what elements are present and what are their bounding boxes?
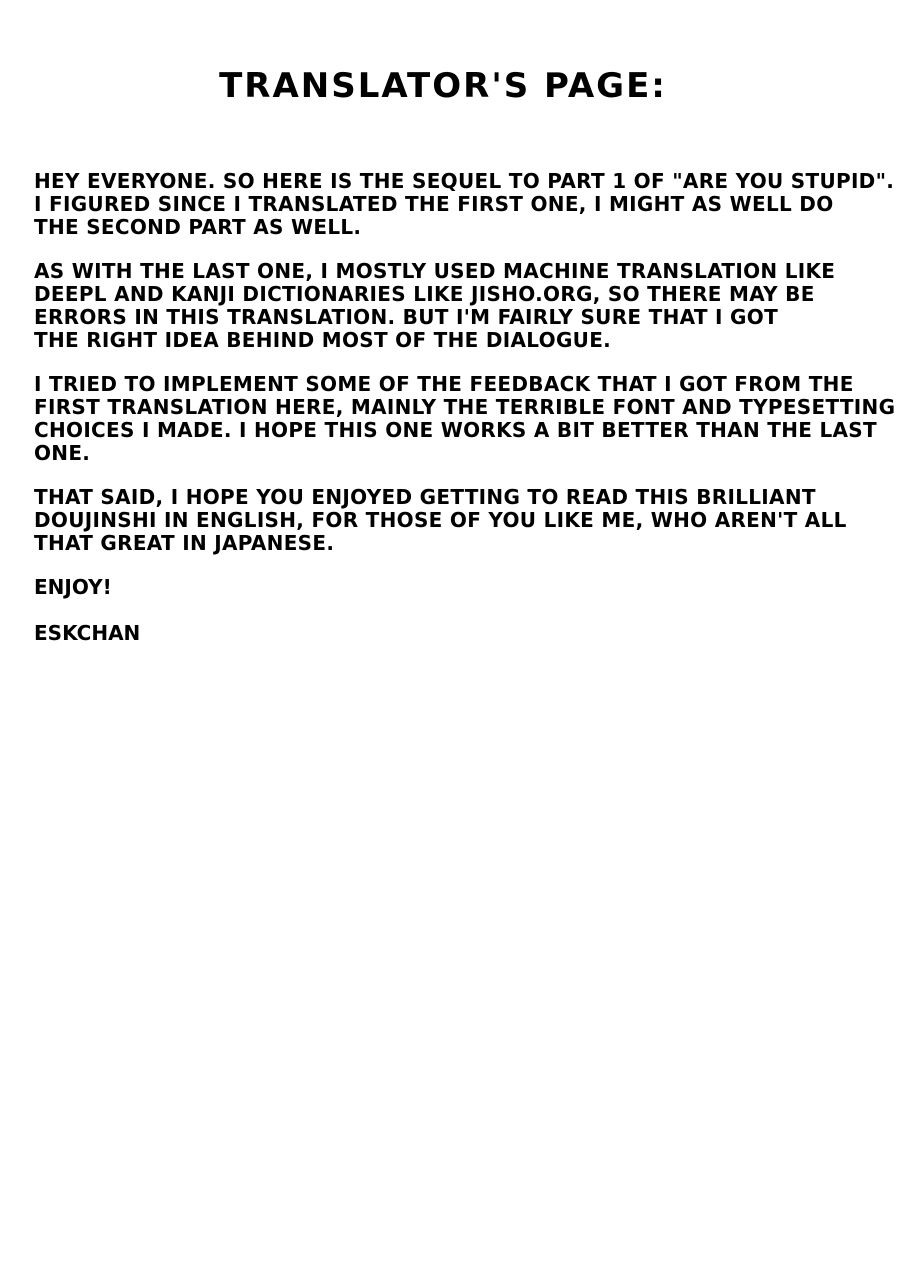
text-line: THE SECOND PART AS WELL.	[34, 215, 362, 239]
paragraph-method	[34, 260, 894, 352]
text-line: I FIGURED SINCE I TRANSLATED THE FIRST ONE, I MIGHT AS WELL DO	[34, 192, 834, 216]
text-line: ONE.	[34, 441, 91, 465]
text-line: I TRIED TO IMPLEMENT SOME OF THE FEEDBACK THAT I GOT FROM THE	[34, 372, 854, 396]
text-line: DOUJINSHI IN ENGLISH, FOR THOSE OF YOU LIKE ME, WHO AREN'T ALL	[34, 508, 847, 532]
paragraph-outro	[34, 486, 894, 555]
paragraph-feedback	[34, 373, 894, 465]
page-title: TRANSLATOR'S PAGE:	[219, 66, 667, 106]
translator-note-body	[34, 170, 894, 668]
text-line: THAT SAID, I HOPE YOU ENJOYED GETTING TO READ THIS BRILLIANT	[34, 485, 816, 509]
text-line: CHOICES I MADE. I HOPE THIS ONE WORKS A BIT BETTER THAN THE LAST	[34, 418, 877, 442]
text-line: DEEPL AND KANJI DICTIONARIES LIKE JISHO.ORG, SO THERE MAY BE	[34, 282, 815, 306]
text-line: HEY EVERYONE. SO HERE IS THE SEQUEL TO PART 1 OF "ARE YOU STUPID".	[34, 169, 895, 193]
text-line: THE RIGHT IDEA BEHIND MOST OF THE DIALOGUE.	[34, 328, 612, 352]
text-line: FIRST TRANSLATION HERE, MAINLY THE TERRIBLE FONT AND TYPESETTING	[34, 395, 896, 419]
text-line: ERRORS IN THIS TRANSLATION. BUT I'M FAIRLY SURE THAT I GOT	[34, 305, 779, 329]
paragraph-intro	[34, 170, 894, 239]
text-line: AS WITH THE LAST ONE, I MOSTLY USED MACHINE TRANSLATION LIKE	[34, 259, 836, 283]
closing-text: ENJOY!	[34, 575, 112, 599]
signature: ESKCHAN	[34, 621, 141, 645]
text-line: THAT GREAT IN JAPANESE.	[34, 531, 335, 555]
